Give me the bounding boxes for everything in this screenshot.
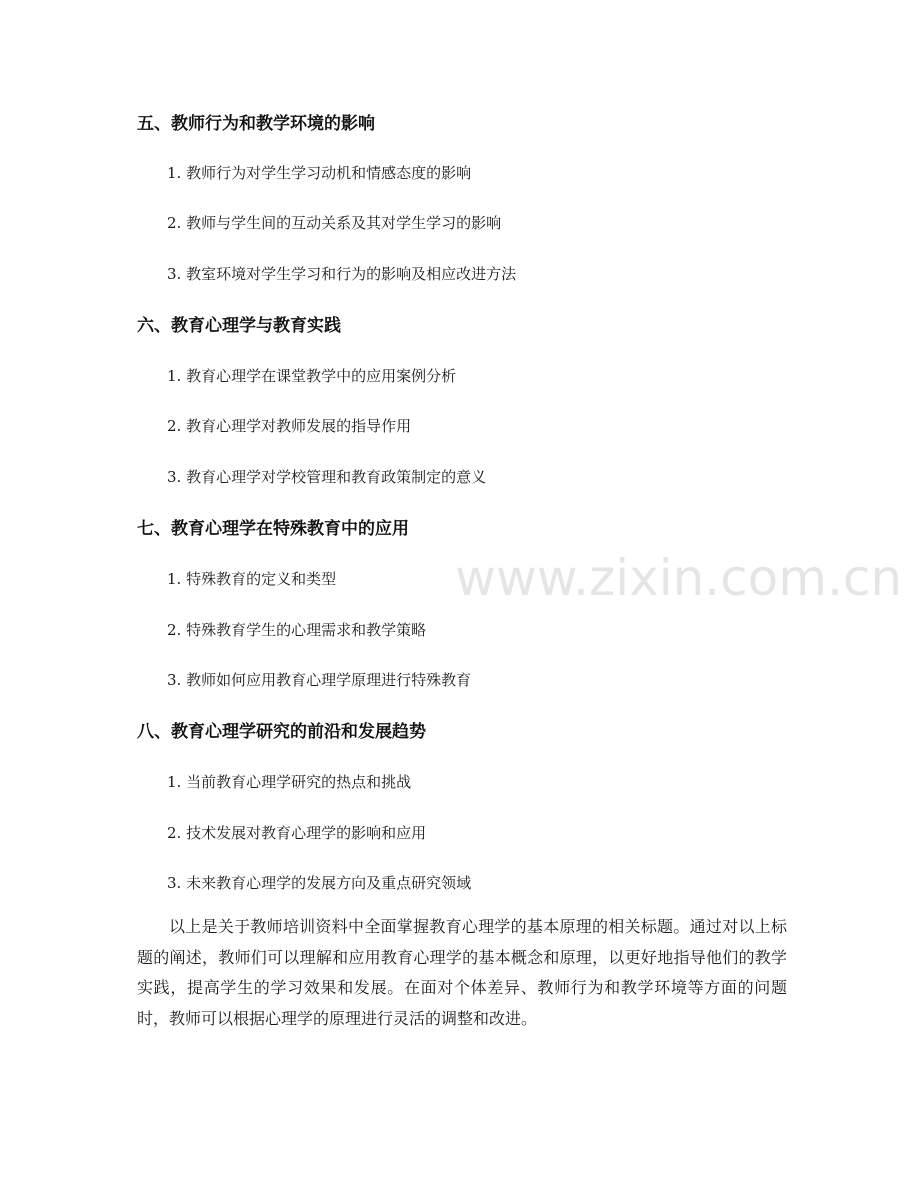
section-8-item-3: 3. 未来教育心理学的发展方向及重点研究领域: [167, 874, 472, 892]
section-5-item-3: 3. 教室环境对学生学习和行为的影响及相应改进方法: [167, 265, 517, 283]
section-heading-8: 八、教育心理学研究的前沿和发展趋势: [137, 722, 426, 742]
section-6-item-1: 1. 教育心理学在课堂教学中的应用案例分析: [167, 367, 457, 385]
section-6-item-3: 3. 教育心理学对学校管理和教育政策制定的意义: [167, 468, 487, 486]
section-7-item-2: 2. 特殊教育学生的心理需求和教学策略: [167, 621, 427, 639]
section-5-item-1: 1. 教师行为对学生学习动机和情感态度的影响: [167, 164, 472, 182]
section-7-item-1: 1. 特殊教育的定义和类型: [167, 570, 337, 588]
section-heading-5: 五、教师行为和教学环境的影响: [137, 114, 375, 134]
section-8-item-2: 2. 技术发展对教育心理学的影响和应用: [167, 824, 427, 842]
section-heading-7: 七、教育心理学在特殊教育中的应用: [137, 519, 409, 539]
section-6-item-2: 2. 教育心理学对教师发展的指导作用: [167, 417, 412, 435]
section-8-item-1: 1. 当前教育心理学研究的热点和挑战: [167, 773, 412, 791]
section-heading-6: 六、教育心理学与教育实践: [137, 316, 341, 336]
section-5-item-2: 2. 教师与学生间的互动关系及其对学生学习的影响: [167, 214, 502, 232]
section-7-item-3: 3. 教师如何应用教育心理学原理进行特殊教育: [167, 671, 472, 689]
watermark-text: www.zixin.com.cn: [455, 549, 903, 607]
conclusion-paragraph: 以上是关于教师培训资料中全面掌握教育心理学的基本原理的相关标题。通过对以上标题的阐述，教师们可以理解和应用教育心理学的基本概念和原理，以更好地指导他们的教学实践，提高学生的学习效果和发展。在面对个体差异、教师行为和教学环境等方面的问题时，教师可以根据心理学的原理进行灵活的调整和改进。: [137, 917, 787, 1028]
